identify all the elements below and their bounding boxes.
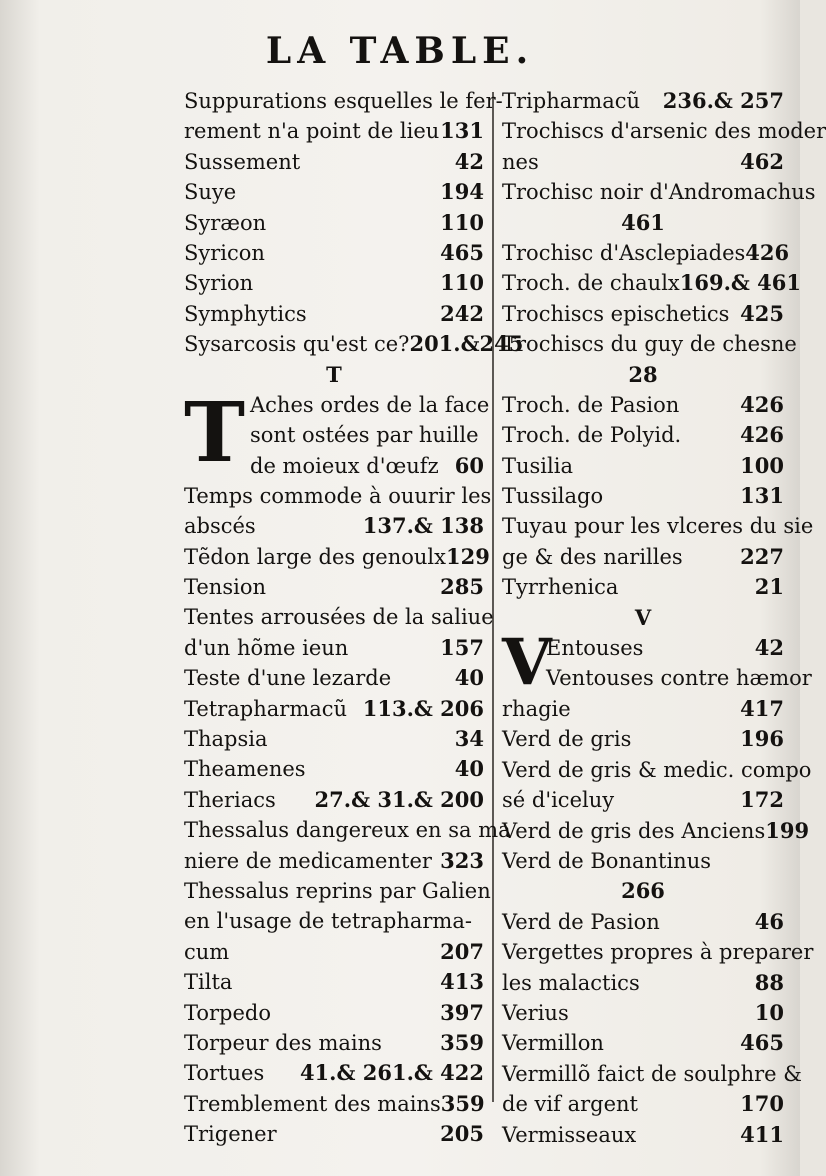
entry-text: Vergettes propres à preparer <box>502 940 814 965</box>
index-entry <box>502 1120 784 1150</box>
entry-text: Syricon <box>184 240 265 265</box>
entry-text: Theriacs <box>184 787 276 812</box>
index-entry <box>502 785 784 815</box>
t-dropcap-entry <box>184 384 490 481</box>
entry-page-number: 137.& 138 <box>362 513 484 539</box>
entry-text: d'un hõme ieun <box>184 635 349 660</box>
index-entry <box>502 420 784 450</box>
page-header: LA TABLE. <box>265 30 535 72</box>
index-entry <box>502 998 784 1028</box>
entry-text: Trigener <box>184 1122 277 1147</box>
index-entry <box>502 116 826 146</box>
index-entry <box>502 481 784 511</box>
index-entry <box>502 755 812 785</box>
index-entry <box>184 754 484 784</box>
index-entry <box>184 86 503 116</box>
entry-text: Sysarcosis qu'est ce? <box>184 332 410 357</box>
entry-text: Syræon <box>184 210 267 235</box>
entry-text: Tusilia <box>502 453 573 478</box>
index-entry <box>502 86 784 116</box>
entry-page-number: 417 <box>740 696 784 722</box>
entry-page-number: 113.& 206 <box>362 695 484 721</box>
index-entry <box>502 360 784 390</box>
entry-page-number: 227 <box>740 543 784 569</box>
index-entry <box>184 299 484 329</box>
entry-text: Torpedo <box>184 1000 272 1025</box>
index-entry <box>502 542 784 572</box>
dropcap-t: T <box>184 384 246 481</box>
entry-page-number: 41.& 261.& 422 <box>299 1060 484 1086</box>
entry-page-number: 42 <box>454 148 484 174</box>
entry-text: ge & des narilles <box>502 544 683 569</box>
entry-page-number: 242 <box>440 300 484 326</box>
index-entry <box>184 724 484 754</box>
entry-page-number: 465 <box>740 1030 784 1056</box>
entry-page-number: 199 <box>765 817 810 843</box>
entry-text: Tentes arrousées de la saliue <box>184 605 494 630</box>
index-entry <box>184 268 484 298</box>
entry-text: Troch. de chaulx <box>502 271 680 296</box>
index-entry <box>184 511 484 541</box>
entry-text: Troch. de Polyid. <box>502 423 682 448</box>
entry-text: Verd de gris <box>502 727 632 752</box>
entry-text: les malactics <box>502 970 640 995</box>
entry-text: Tremblement des mains <box>184 1091 441 1116</box>
entry-page-number: 426 <box>745 239 790 265</box>
index-entry <box>502 846 784 876</box>
entry-text: Ventouses contre hæmor <box>546 666 812 691</box>
entry-text: Aches ordes de la face <box>250 392 490 417</box>
index-entry <box>184 663 484 693</box>
entry-text: Suye <box>184 180 237 205</box>
index-entry <box>184 633 484 663</box>
entry-page-number: 236.& 257 <box>662 88 784 113</box>
index-entry <box>502 451 784 481</box>
entry-text: Trochisc noir d'Andromachus <box>502 180 816 205</box>
entry-page-number: 110 <box>440 209 484 235</box>
entry-page-number: 157 <box>440 634 484 660</box>
index-entry <box>502 329 797 359</box>
entry-text: Trochiscs d'arsenic des moder <box>502 119 826 144</box>
section-heading-v: V <box>634 604 652 630</box>
entry-text: Temps commode à ouurir les <box>184 483 492 508</box>
entry-page-number: 100 <box>740 452 784 478</box>
index-entry <box>502 937 814 967</box>
entry-page-number: 465 <box>440 239 484 265</box>
entry-text: rement n'a point de lieu <box>184 119 440 144</box>
entry-page-number: 60 <box>454 452 484 478</box>
v-dropcap-entry <box>502 625 812 701</box>
entry-text: Thessalus dangereux en sa ma <box>184 818 511 843</box>
entry-text: Tripharmacũ <box>502 89 641 113</box>
index-entry <box>502 1089 784 1119</box>
entry-page-number: 131 <box>440 118 484 144</box>
entry-text: Verd de gris des Anciens <box>502 818 766 843</box>
entry-page-number: 129 <box>446 543 490 569</box>
entry-page-number: 40 <box>454 665 484 691</box>
index-entry <box>502 268 802 298</box>
entry-page-number: 425 <box>740 300 784 326</box>
column-divider <box>492 92 494 1102</box>
index-entry <box>502 238 790 268</box>
entry-page-number: 285 <box>440 574 484 600</box>
entry-page-number: 27.& 31.& 200 <box>314 786 484 812</box>
index-entry <box>184 1119 484 1149</box>
index-entry <box>184 967 484 997</box>
entry-page-number: 359 <box>440 1090 485 1116</box>
entry-page-number: 10 <box>754 999 784 1025</box>
entry-text: Torpeur des mains <box>184 1030 382 1055</box>
entry-page-number: 28 <box>628 361 658 387</box>
entry-page-number: 426 <box>740 422 784 448</box>
entry-page-number: 196 <box>740 726 784 752</box>
index-entry <box>502 299 784 329</box>
index-entry <box>184 815 511 845</box>
entry-page-number: 110 <box>440 270 484 296</box>
index-entry <box>502 511 814 541</box>
index-entry <box>502 572 784 602</box>
entry-text: sé d'iceluy <box>502 788 615 813</box>
entry-page-number: 205 <box>440 1121 484 1147</box>
index-entry <box>546 663 812 693</box>
entry-page-number: 359 <box>440 1029 484 1055</box>
index-entry <box>250 420 484 450</box>
index-entry <box>184 906 484 936</box>
entry-page-number: 426 <box>740 391 784 417</box>
entry-text: Entouses <box>546 636 644 661</box>
entry-text: Tetrapharmacũ <box>184 696 348 721</box>
left-column <box>184 86 524 1150</box>
entry-text: Trochiscs du guy de chesne <box>502 332 797 357</box>
entry-page-number: 266 <box>621 878 665 904</box>
entry-page-number: 201.&245 <box>409 331 524 357</box>
index-entry <box>502 876 784 906</box>
entry-page-number: 170 <box>740 1091 784 1117</box>
entry-page-number: 40 <box>454 756 484 782</box>
entry-text: Tussilago <box>502 484 604 509</box>
index-entry <box>184 1089 484 1119</box>
entry-page-number: 194 <box>440 179 484 205</box>
entry-page-number: 207 <box>440 938 484 964</box>
index-entry <box>502 147 784 177</box>
entry-page-number: 413 <box>440 969 484 995</box>
entry-text: Symphytics <box>184 301 307 326</box>
entry-text: Tension <box>184 575 266 600</box>
entry-text: Tuyau pour les vlceres du sie <box>502 514 814 539</box>
index-entry <box>184 329 524 359</box>
entry-text: Theamenes <box>184 757 306 782</box>
section-heading-t: T <box>326 361 342 387</box>
entry-text: en l'usage de tetrapharma- <box>184 909 472 934</box>
index-entry <box>502 724 784 754</box>
index-entry <box>184 542 490 572</box>
entry-text: rhagie <box>502 697 571 722</box>
entry-text: de vif argent <box>502 1092 638 1117</box>
index-entry <box>546 633 784 663</box>
entry-text: Vermillõ faict de soulphre & <box>502 1061 802 1086</box>
index-entry <box>184 998 484 1028</box>
dropcap-v: V <box>502 625 552 701</box>
index-entry <box>184 147 484 177</box>
index-entry <box>184 572 484 602</box>
index-entry <box>184 846 484 876</box>
entry-text: Vermisseaux <box>502 1122 637 1147</box>
entry-text: Trochisc d'Asclepiades <box>502 240 746 265</box>
index-entry <box>250 451 484 481</box>
entry-text: Tilta <box>184 970 233 995</box>
entry-page-number: 34 <box>454 726 484 752</box>
index-entry <box>184 177 484 207</box>
index-entry <box>502 177 816 207</box>
entry-text: Trochiscs epischetics <box>502 301 730 326</box>
index-entry <box>184 208 484 238</box>
entry-text: Verius <box>502 1000 569 1025</box>
entry-text: Sussement <box>184 149 301 174</box>
entry-text: sont ostées par huille <box>250 423 479 448</box>
entry-page-number: 411 <box>740 1121 784 1147</box>
index-entry <box>184 1028 484 1058</box>
entry-text: Tyrrhenica <box>502 575 619 600</box>
entry-text: Thapsia <box>184 727 268 752</box>
index-entry <box>184 694 484 724</box>
index-entry <box>502 1028 784 1058</box>
entry-page-number: 42 <box>754 635 784 661</box>
entry-text: de moieux d'œufz <box>250 453 439 478</box>
entry-text: Tortues <box>184 1061 265 1086</box>
entry-text: Verd de Pasion <box>502 909 660 934</box>
entry-page-number: 461 <box>621 209 665 235</box>
index-entry <box>502 968 784 998</box>
entry-text: Tẽdon large des genoulx <box>184 544 446 569</box>
index-entry <box>502 816 810 846</box>
entry-text: Syrion <box>184 271 254 296</box>
entry-page-number: 46 <box>754 908 784 934</box>
entry-page-number: 169.& 461 <box>679 270 802 296</box>
index-entry <box>502 907 784 937</box>
entry-page-number: 397 <box>440 999 484 1025</box>
index-entry <box>184 876 491 906</box>
entry-text: niere de medicamenter <box>184 848 432 873</box>
index-entry <box>184 785 484 815</box>
entry-text: Verd de gris & medic. compo <box>502 757 812 782</box>
index-entry <box>184 1058 484 1088</box>
index-entry <box>502 1059 802 1089</box>
entry-page-number: 323 <box>440 847 484 873</box>
index-entry <box>502 390 784 420</box>
entry-text: Teste d'une lezarde <box>184 666 392 691</box>
index-entry <box>184 937 484 967</box>
index-entry <box>502 208 784 238</box>
entry-page-number: 172 <box>740 787 784 813</box>
entry-page-number: 21 <box>754 574 784 600</box>
index-entry <box>184 481 492 511</box>
entry-text: Verd de Bonantinus <box>502 848 711 873</box>
entry-text: Troch. de Pasion <box>502 392 680 417</box>
entry-text: cum <box>184 939 230 964</box>
entry-text: Thessalus reprins par Galien <box>184 878 491 903</box>
index-entry <box>184 238 484 268</box>
entry-page-number: 131 <box>740 483 784 509</box>
index-entry <box>184 602 494 632</box>
entry-page-number: 88 <box>754 969 784 995</box>
right-column <box>502 86 826 1150</box>
entry-text: nes <box>502 149 539 174</box>
index-entry <box>250 390 490 420</box>
entry-text: abscés <box>184 514 256 539</box>
entry-text: Suppurations esquelles le fer- <box>184 89 503 113</box>
index-entry <box>184 116 484 146</box>
entry-page-number: 462 <box>740 148 784 174</box>
entry-text: Vermillon <box>502 1031 604 1056</box>
